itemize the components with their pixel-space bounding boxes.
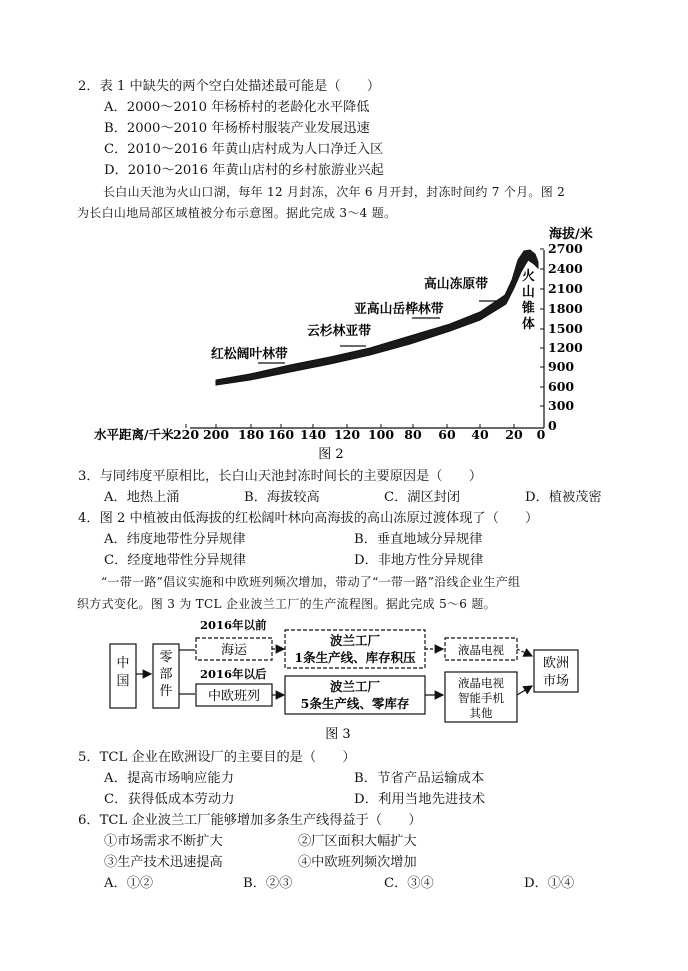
q6-option-c: C．③④ xyxy=(384,876,434,891)
q2-option-d: D．2010～2016 年黄山店村的乡村旅游业兴起 xyxy=(104,163,384,178)
fig2-ytick: 2400 xyxy=(548,261,583,276)
fig2-y-label: 海拔/米 xyxy=(549,227,593,242)
fig3-before-label: 2016年以前 xyxy=(200,618,267,632)
fig3-market-line: 欧洲 xyxy=(542,656,570,671)
q4-option-d: D．非地方性分异规律 xyxy=(354,553,484,568)
fig2-belt-birch: 亚高山岳桦林带 xyxy=(354,302,444,317)
q5-option-b: B．节省产品运输成本 xyxy=(354,771,485,786)
fig3-sea-label: 海运 xyxy=(220,643,248,658)
intro2-line1: “一带一路”倡议实施和中欧班列频次增加，带动了“一带一路”沿线企业生产组 xyxy=(101,575,521,589)
fig2-xtick: 0 xyxy=(536,427,546,442)
fig3-after-label: 2016年以后 xyxy=(200,667,267,681)
q2-stem: 2．表 1 中缺失的两个空白处描述最可能是（ ） xyxy=(78,79,381,94)
intro1-line2: 为长白山地局部区域植被分布示意图。据此完成 3～4 题。 xyxy=(77,206,397,220)
fig2-volcano-char: 山 xyxy=(522,285,535,300)
fig2-ytick: 300 xyxy=(548,398,575,413)
fig3-product-new-item: 其他 xyxy=(469,706,493,720)
fig2-ytick: 1200 xyxy=(548,340,583,355)
fig2-ytick: 1800 xyxy=(548,301,583,316)
figure3-flowchart xyxy=(0,612,688,742)
q5-option-a: A．提高市场响应能力 xyxy=(104,771,235,786)
q2-option-c: C．2010～2016 年黄山店村成为人口净迁入区 xyxy=(104,142,384,157)
fig2-belt-spruce: 云杉林亚带 xyxy=(307,324,371,339)
fig2-ytick: 2100 xyxy=(548,281,583,296)
fig3-china-char: 国 xyxy=(116,674,130,689)
q5-option-d: D．利用当地先进技术 xyxy=(354,792,486,807)
q6-statement-4: ④中欧班列频次增加 xyxy=(298,855,417,870)
q2-option-b: B．2000～2010 年杨桥村服装产业发展迅速 xyxy=(104,121,370,136)
fig3-factory-new-desc: 5条生产线、零库存 xyxy=(300,696,410,711)
fig2-xtick: 80 xyxy=(404,427,422,442)
q5-stem: 5．TCL 企业在欧洲设厂的主要目的是（ ） xyxy=(78,750,356,765)
fig2-xtick: 220 xyxy=(172,427,200,442)
fig2-caption: 图 2 xyxy=(318,447,344,462)
q6-option-b: B．②③ xyxy=(243,876,293,891)
fig2-volcano-char: 锥 xyxy=(522,301,535,316)
fig2-volcano-char: 体 xyxy=(522,317,535,332)
q4-option-b: B．垂直地域分异规律 xyxy=(354,532,483,547)
q3-option-a: A．地热上涌 xyxy=(104,490,180,505)
fig2-xtick: 200 xyxy=(202,427,230,442)
fig3-caption: 图 3 xyxy=(325,727,351,742)
figure2-vegetation-profile xyxy=(0,220,688,465)
fig2-volcano-char: 火 xyxy=(522,269,535,284)
intro1-line1: 长白山天池为火山口湖，每年 12 月封冻，次年 6 月开封，封冻时间约 7 个月。图 2 xyxy=(103,185,566,199)
q3-option-c: C．湖区封闭 xyxy=(384,490,461,505)
fig2-xtick: 120 xyxy=(333,427,361,442)
q6-option-a: A．①② xyxy=(104,876,154,891)
fig2-xtick: 140 xyxy=(299,427,327,442)
q3-option-d: D．植被茂密 xyxy=(525,490,602,505)
fig2-belt-alpine-tundra: 高山冻原带 xyxy=(424,277,488,292)
fig3-product-new-item: 智能手机 xyxy=(458,691,504,705)
fig2-ytick: 1500 xyxy=(548,321,583,336)
fig2-ytick: 2700 xyxy=(548,241,583,256)
q2-option-a: A．2000～2010 年杨桥村的老龄化水平降低 xyxy=(104,100,370,115)
fig3-china-char: 中 xyxy=(116,656,130,671)
q3-stem: 3．与同纬度平原相比，长白山天池封冻时间长的主要原因是（ ） xyxy=(78,469,483,484)
q6-statement-1: ①市场需求不断扩大 xyxy=(104,834,223,849)
fig3-parts-char: 部 xyxy=(159,667,173,682)
fig3-market-line: 市场 xyxy=(542,674,570,689)
fig3-product-old-label: 液晶电视 xyxy=(458,643,504,657)
q6-stem: 6．TCL 企业波兰工厂能够增加多条生产线得益于（ ） xyxy=(78,813,422,828)
fig2-xtick: 160 xyxy=(267,427,295,442)
fig2-belt-pine: 红松阔叶林带 xyxy=(211,347,288,362)
q6-option-d: D．①④ xyxy=(524,876,575,891)
q4-option-c: C．经度地带性分异规律 xyxy=(104,553,246,568)
fig3-product-new-item: 液晶电视 xyxy=(458,676,504,690)
fig3-parts-char: 零 xyxy=(159,650,173,665)
q6-statement-2: ②厂区面积大幅扩大 xyxy=(298,834,417,849)
q4-option-a: A．纬度地带性分异规律 xyxy=(104,532,246,547)
fig3-factory-old-title: 波兰工厂 xyxy=(329,633,381,648)
fig2-xtick: 100 xyxy=(367,427,395,442)
fig2-xtick: 20 xyxy=(505,427,523,442)
fig2-x-label: 水平距离/千米 xyxy=(94,427,174,442)
fig3-factory-old-desc: 1条生产线、库存积压 xyxy=(294,650,416,665)
fig2-terrain-profile xyxy=(216,250,538,385)
fig2-xtick: 180 xyxy=(237,427,265,442)
q5-option-c: C．获得低成本劳动力 xyxy=(104,792,235,807)
q6-statement-3: ③生产技术迅速提高 xyxy=(104,855,223,870)
fig3-parts-char: 件 xyxy=(159,684,173,699)
fig2-ytick: 600 xyxy=(548,379,575,394)
fig2-ytick: 900 xyxy=(548,359,575,374)
intro2-line2: 织方式变化。图 3 为 TCL 企业波兰工厂的生产流程图。据此完成 5～6 题。 xyxy=(77,597,496,611)
q4-stem: 4．图 2 中植被由低海拔的红松阔叶林向高海拔的高山冻原过渡体现了（ ） xyxy=(78,511,539,526)
fig3-rail-label: 中欧班列 xyxy=(207,689,261,704)
q3-option-b: B．海拔较高 xyxy=(244,490,320,505)
fig3-factory-new-title: 波兰工厂 xyxy=(329,679,381,694)
fig2-ytick: 0 xyxy=(548,418,557,433)
fig2-xtick: 40 xyxy=(471,427,489,442)
fig2-xtick: 60 xyxy=(438,427,456,442)
